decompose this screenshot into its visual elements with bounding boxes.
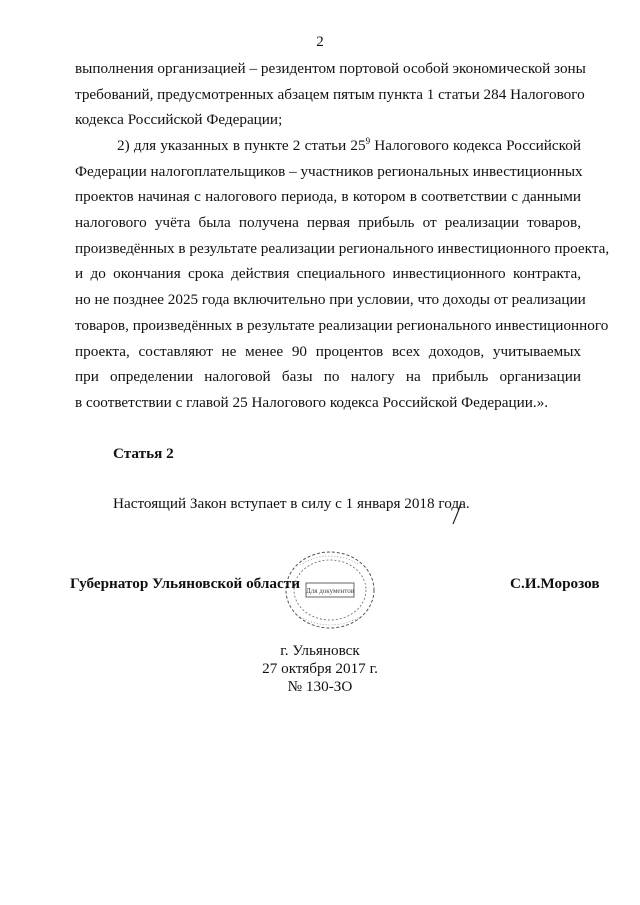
text-fragment: Налогового кодекса Российской <box>370 137 582 154</box>
text-line: произведённых в результате реализации регионального инвестиционного проекта, <box>75 239 610 257</box>
text-line: Федерации налогоплательщиков – участников региональных инвестиционных <box>75 162 583 180</box>
article-heading: Статья 2 <box>113 445 174 462</box>
text-line: и до окончания срока действия специального инвестиционного контракта, <box>75 265 581 283</box>
text-line <box>75 133 581 159</box>
text-line: проекта, составляют не менее 90 процентов всех доходов, учитываемых <box>75 342 581 360</box>
signature-mark-icon <box>450 500 464 526</box>
svg-text:Для документов: Для документов <box>305 587 355 595</box>
text-fragment: 2) для указанных в пункте 2 статьи 25 <box>117 137 366 154</box>
page-number: 2 <box>316 34 324 50</box>
article-text: Настоящий Закон вступает в силу с 1 января 2018 года. <box>113 495 470 512</box>
document-footer <box>0 642 640 696</box>
city: г. Ульяновск <box>280 642 360 659</box>
text-line: в соответствии с главой 25 Налогового кодекса Российской Федерации.». <box>75 393 549 411</box>
text-line: товаров, произведённых в результате реализации регионального инвестиционного <box>75 316 609 334</box>
text-line: проектов начиная с налогового периода, в котором в соответствии с данными <box>75 188 581 206</box>
text-line: при определении налоговой базы по налогу на прибыль организации <box>75 368 581 386</box>
text-line: требований, предусмотренных абзацем пятым пункта 1 статьи 284 Налогового <box>75 85 585 103</box>
text-line: но не позднее 2025 года включительно при условии, что доходы от реализации <box>75 291 586 309</box>
text-line: кодекса Российской Федерации; <box>75 111 283 129</box>
superscript: 9 <box>365 136 371 146</box>
text-line: выполнения организацией – резидентом портовой особой экономической зоны <box>75 60 586 77</box>
text-line: налогового учёта была получена первая прибыль от реализации товаров, <box>75 214 581 232</box>
law-number: № 130-ЗО <box>287 678 353 695</box>
paragraph-1 <box>75 56 586 133</box>
date: 27 октября 2017 г. <box>262 660 378 677</box>
governor-name: С.И.Морозов <box>510 575 600 592</box>
governor-title: Губернатор Ульяновской области <box>70 575 300 592</box>
paragraph-2 <box>75 133 610 416</box>
